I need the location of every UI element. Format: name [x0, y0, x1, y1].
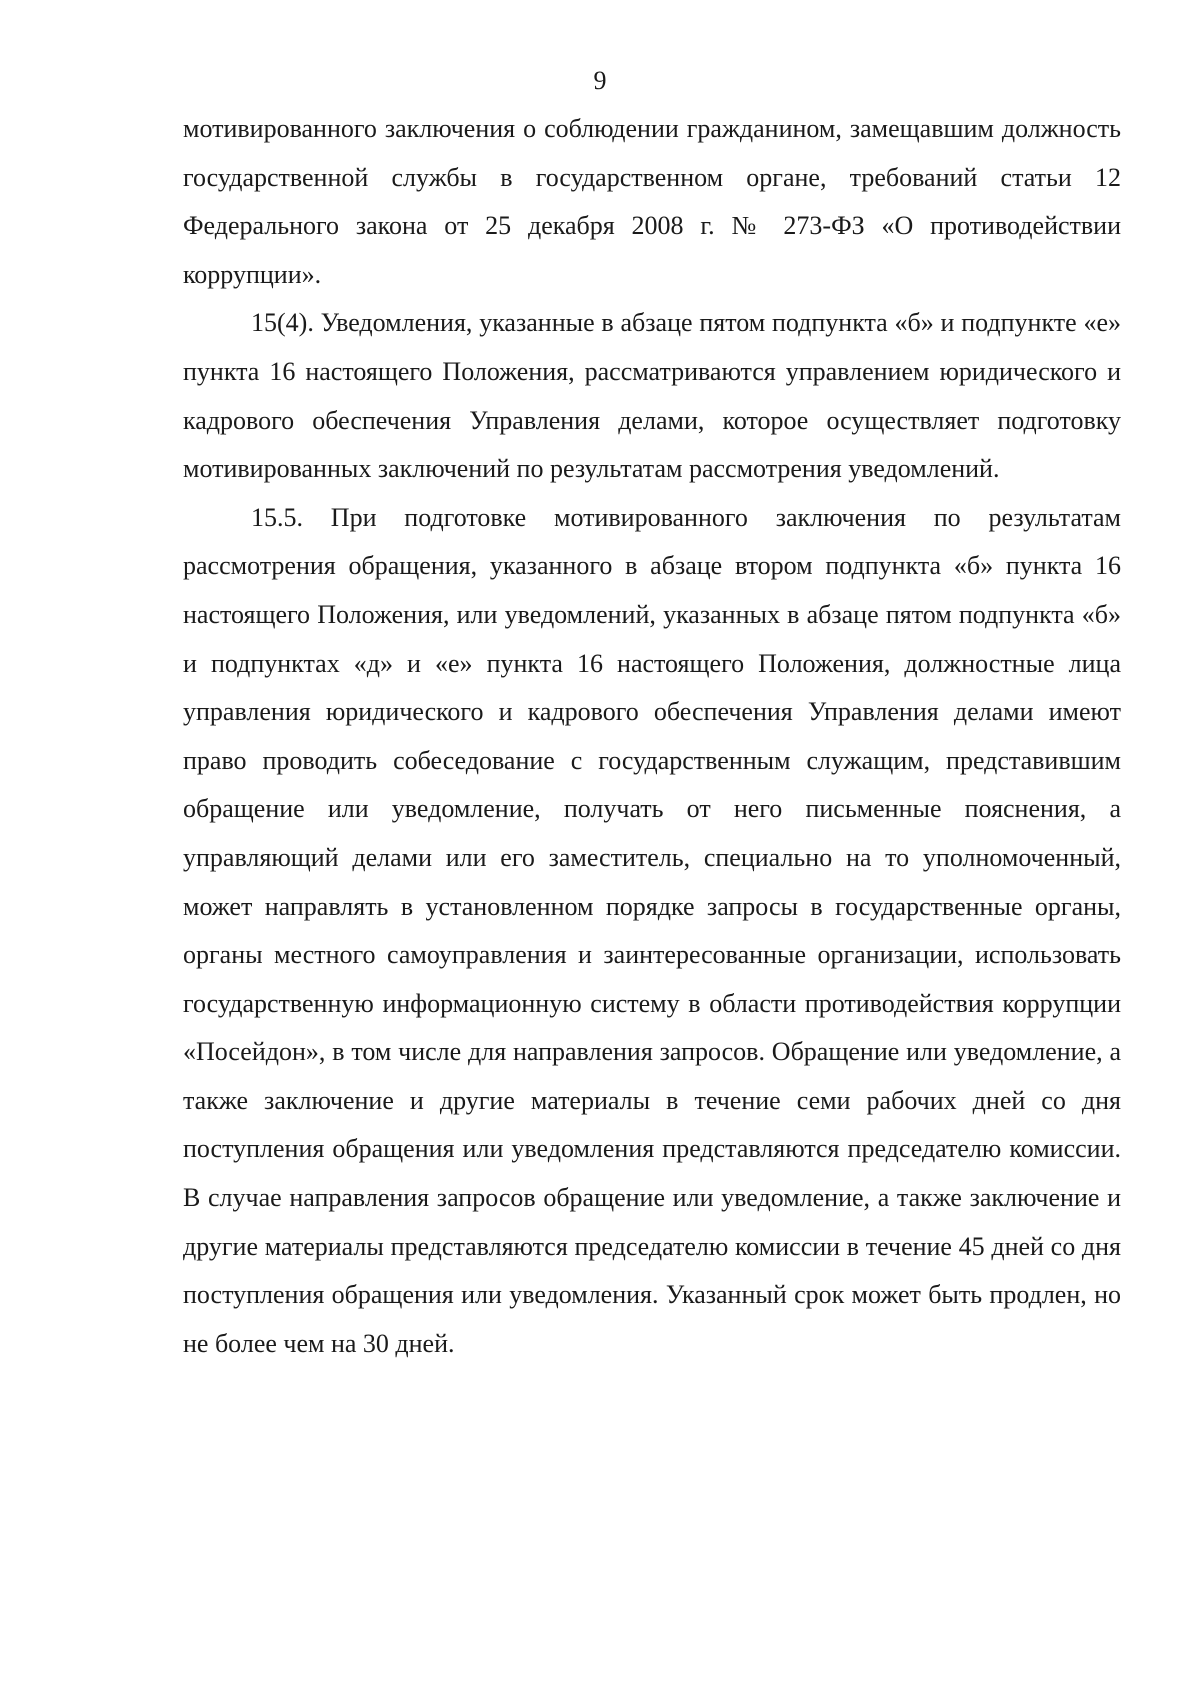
paragraph-15-5: 15.5. При подготовке мотивированного заключения по результатам рассмотрения обращения, указанного в абзаце втором подпункта «б» пункта 16 настоящего Положения, или уведомлений, указанных в абзаце пятом подпункта «б» и подпунктах «д» и «е» пункта 16 настоящего Положения, должностные лица управления юридического и кадрового обеспечения Управления делами имеют право проводить собеседование с государственным служащим, представившим обращение или уведомление, получать от него письменные пояснения, а управляющий делами или его заместитель, специально на то уполномоченный, может направлять в установленном порядке запросы в государственные органы, органы местного самоуправления и заинтересованные организации, использовать государственную информационную систему в области противодействия коррупции «Посейдон», в том числе для направления запросов. Обращение или уведомление, а также заключение и другие материалы в течение семи рабочих дней со дня поступления обращения или уведомления представляются председателю комиссии. В случае направления запросов обращение или уведомление, а также заключение и другие материалы представляются председателю комиссии в течение 45 дней со дня поступления обращения или уведомления. Указанный срок может быть продлен, но не более чем на 30 дней. — [183, 502, 1121, 1358]
paragraph-continuation: мотивированного заключения о соблюдении гражданином, замещавшим должность государственной службы в государственном органе, требований статьи 12 Федерального закона от 25 декабря 2008 г. № 273-ФЗ «О противодействии коррупции». — [183, 114, 1121, 289]
page-number: 9 — [593, 66, 607, 95]
document-body — [183, 105, 1121, 1368]
paragraph-15-4: 15(4). Уведомления, указанные в абзаце пятом подпункта «б» и подпункте «е» пункта 16 настоящего Положения, рассматриваются управлением юридического и кадрового обеспечения Управления делами, которое осуществляет подготовку мотивированных заключений по результатам рассмотрения уведомлений. — [183, 308, 1121, 484]
